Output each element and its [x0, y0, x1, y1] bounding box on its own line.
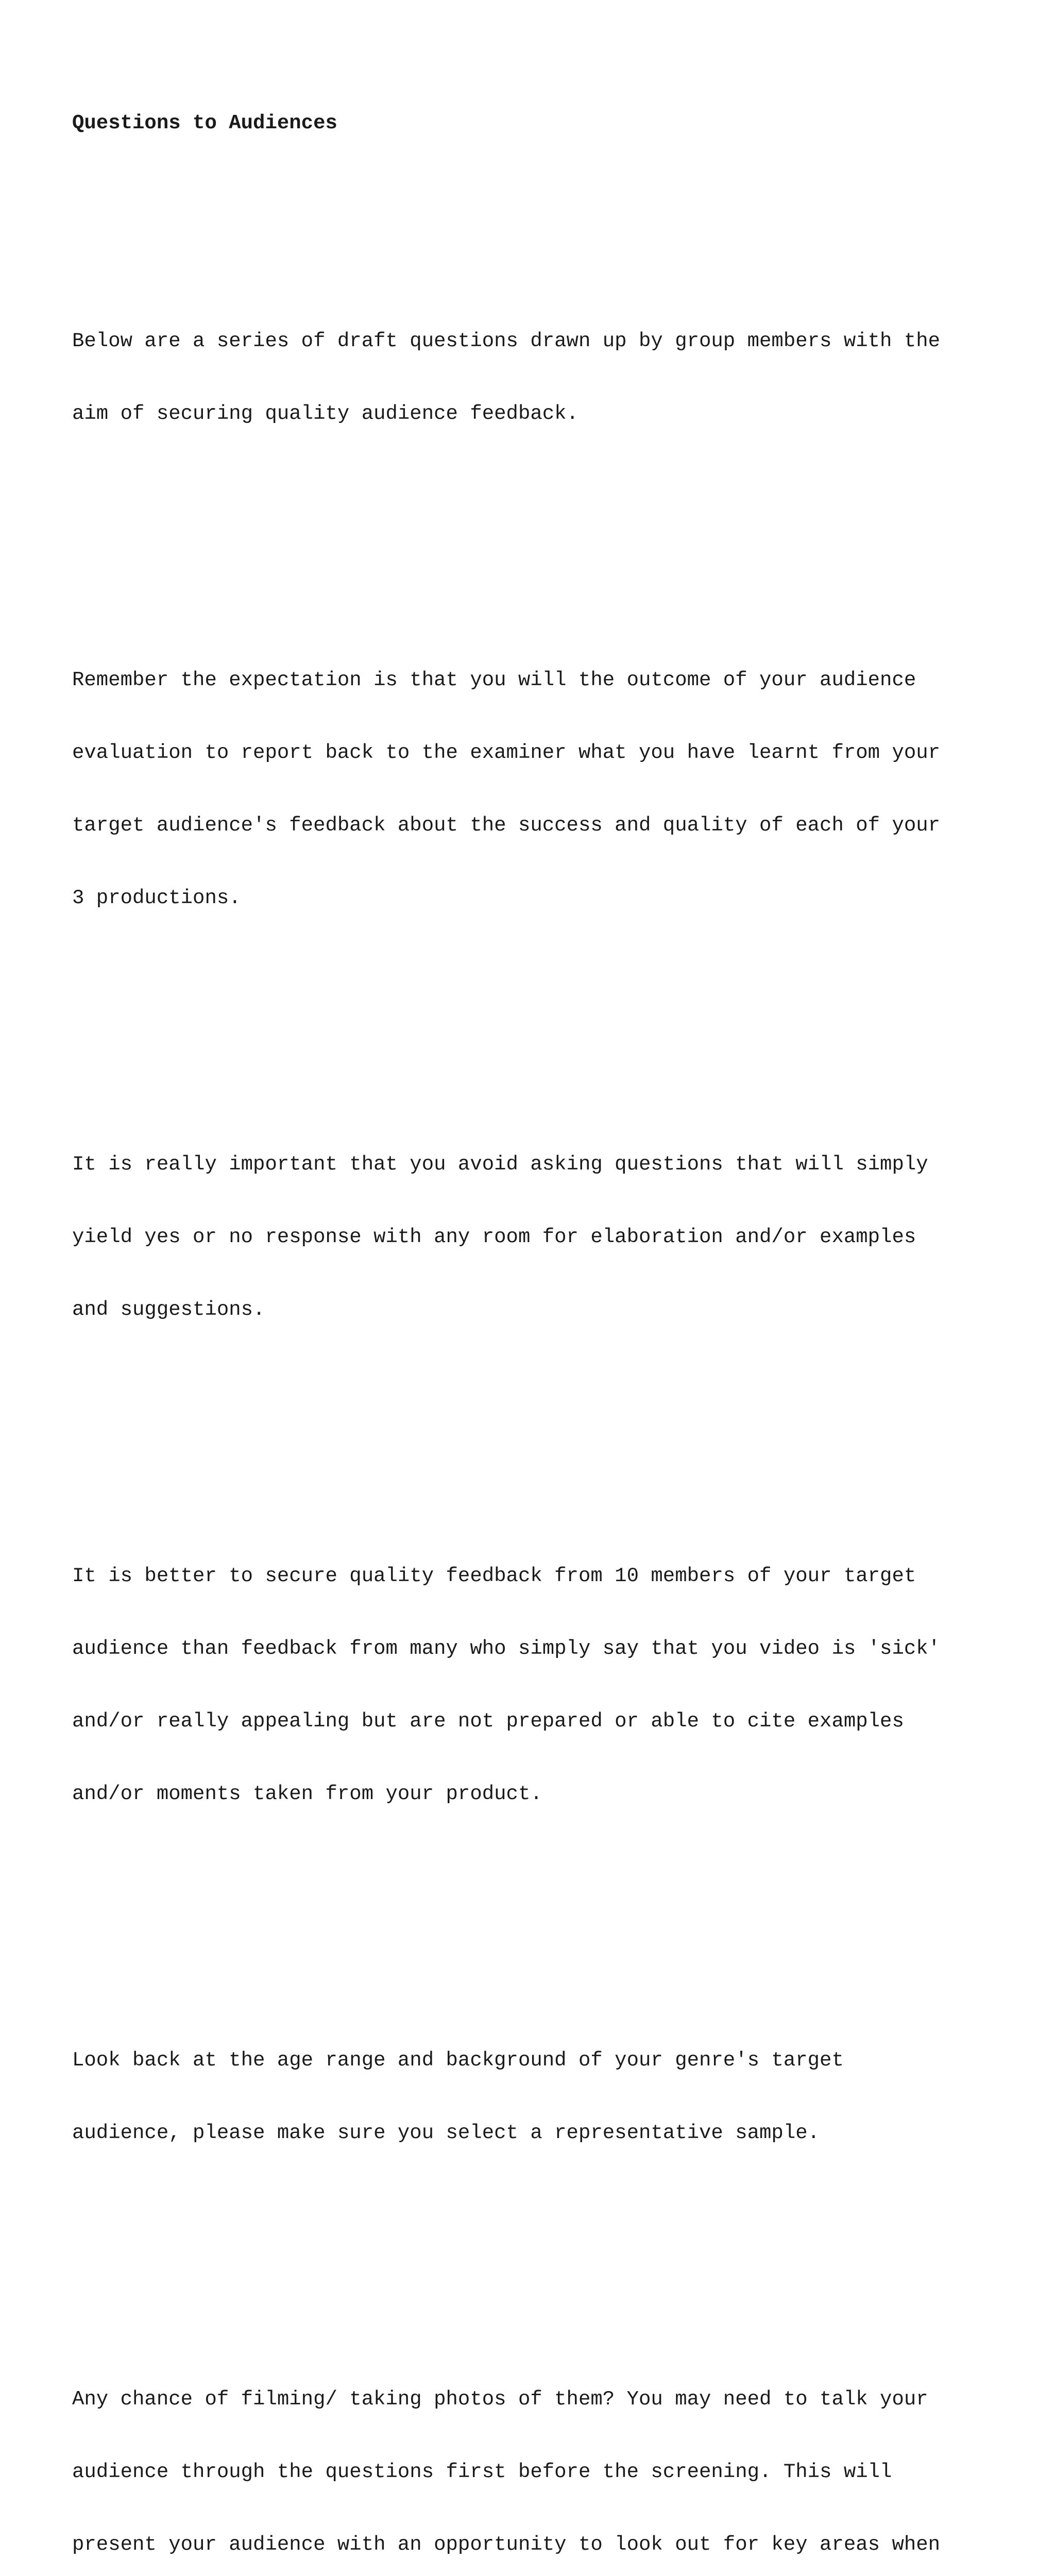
text-line: yield yes or no response with any room for elaboration and/or examples: [72, 1226, 916, 1248]
spacer: [72, 1007, 999, 1031]
text-line: Below are a series of draft questions drawn up by group members with the: [72, 330, 941, 352]
text-line: Any chance of filming/ taking photos of them? You may need to talk your: [72, 2388, 928, 2411]
intro-paragraph-1: [72, 281, 999, 474]
document-page: [72, 63, 999, 2576]
text-line: evaluation to report back to the examiner what you have learnt from your: [72, 741, 941, 764]
text-line: 3 productions.: [72, 887, 241, 909]
text-line: target audience's feedback about the success and quality of each of your: [72, 814, 941, 837]
spacer: [72, 523, 999, 547]
intro-paragraph-3: [72, 1104, 999, 1370]
text-line: audience through the questions first before the screening. This will: [72, 2461, 892, 2483]
text-line: Look back at the age range and background of your genre's target: [72, 2049, 844, 2072]
intro-paragraph-5: [72, 2000, 999, 2194]
text-line: and/or moments taken from your product.: [72, 1783, 542, 1805]
spacer: [72, 1419, 999, 1443]
spacer: [72, 184, 999, 208]
intro-paragraph-6: [72, 2339, 999, 2576]
spacer: [72, 1903, 999, 1927]
text-line: present your audience with an opportunity to look out for key areas when: [72, 2533, 941, 2556]
text-line: Remember the expectation is that you will the outcome of your audience: [72, 669, 916, 691]
text-line: audience, please make sure you select a representative sample.: [72, 2122, 820, 2144]
intro-paragraph-4: [72, 1516, 999, 1855]
text-line: audience than feedback from many who simply say that you video is 'sick': [72, 1637, 941, 1660]
text-line: aim of securing quality audience feedback.: [72, 402, 578, 425]
text-line: and suggestions.: [72, 1298, 265, 1321]
intro-paragraph-2: [72, 620, 999, 959]
spacer: [72, 2242, 999, 2266]
text-line: It is better to secure quality feedback from 10 members of your target: [72, 1565, 916, 1587]
text-line: and/or really appealing but are not prepared or able to cite examples: [72, 1710, 904, 1733]
text-line: It is really important that you avoid asking questions that will simply: [72, 1153, 928, 1176]
document-title: Questions to Audiences: [72, 112, 337, 134]
